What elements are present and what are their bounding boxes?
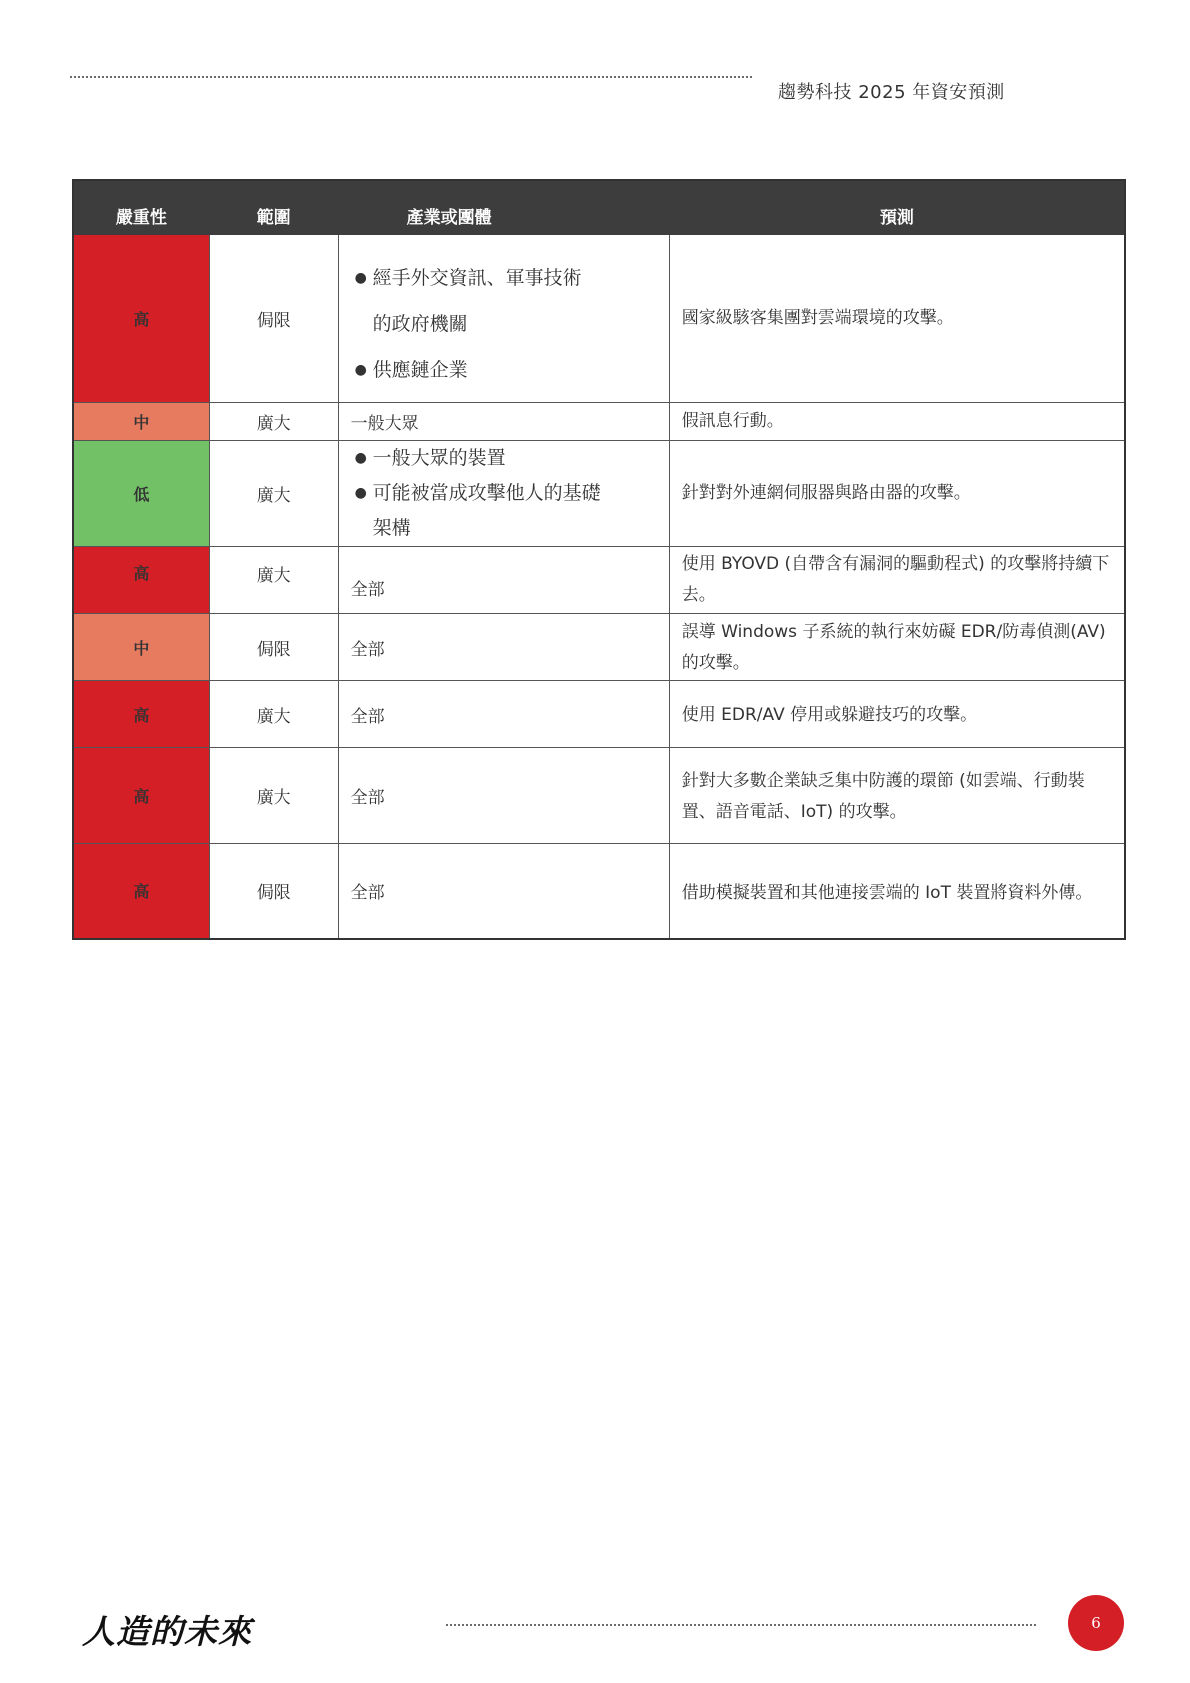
table-row [73, 235, 1125, 403]
bullet-icon: ● [354, 485, 367, 501]
list-item: ● 供應鏈企業 [351, 347, 657, 393]
table-row [73, 748, 1125, 844]
severity-cell: 高 [73, 681, 209, 748]
industry-cell [338, 441, 669, 547]
scope-cell: 侷限 [209, 844, 338, 939]
prediction-cell: 誤導 Windows 子系統的執行來妨礙 EDR/防毒偵測(AV) 的攻擊。 [669, 614, 1125, 681]
list-item: ● 一般大眾的裝置 [351, 441, 657, 476]
prediction-cell: 借助模擬裝置和其他連接雲端的 IoT 裝置將資料外傳。 [669, 844, 1125, 939]
column-header-severity: 嚴重性 [73, 180, 209, 235]
scope-cell: 廣大 [209, 547, 338, 614]
list-item-continuation: 的政府機關 [372, 312, 468, 335]
scope-cell: 廣大 [209, 748, 338, 844]
scope-cell: 侷限 [209, 614, 338, 681]
list-item-continuation: 架構 [372, 517, 411, 539]
table-row [73, 441, 1125, 547]
page-number-badge: 6 [1068, 1595, 1124, 1651]
industry-cell: 全部 [338, 748, 669, 844]
table-row [73, 614, 1125, 681]
forecast-table [72, 179, 1126, 940]
footer-divider [446, 1624, 1036, 1626]
footer-logo: 人造的未來 [82, 1612, 252, 1651]
severity-cell: 高 [73, 235, 209, 403]
severity-cell: 低 [73, 441, 209, 547]
table-row [73, 547, 1125, 614]
prediction-cell: 針對大多數企業缺乏集中防護的環節 (如雲端、行動裝置、語音電話、IoT) 的攻擊。 [669, 748, 1125, 844]
industry-cell: 全部 [338, 614, 669, 681]
prediction-cell: 國家級駭客集團對雲端環境的攻擊。 [669, 235, 1125, 403]
severity-cell: 中 [73, 614, 209, 681]
bullet-icon: ● [354, 450, 367, 466]
scope-cell: 廣大 [209, 681, 338, 748]
industry-cell: 全部 [338, 844, 669, 939]
prediction-cell: 使用 EDR/AV 停用或躲避技巧的攻擊。 [669, 681, 1125, 748]
severity-cell: 高 [73, 547, 209, 614]
industry-cell [338, 235, 669, 403]
page-header-title: 趨勢科技 2025 年資安預測 [778, 82, 1005, 103]
industry-cell: 全部 [338, 547, 669, 614]
table-row [73, 681, 1125, 748]
table-row [73, 403, 1125, 441]
severity-cell: 中 [73, 403, 209, 441]
table-row [73, 844, 1125, 939]
prediction-cell: 使用 BYOVD (自帶含有漏洞的驅動程式) 的攻擊將持續下去。 [669, 547, 1125, 614]
prediction-cell: 針對對外連網伺服器與路由器的攻擊。 [669, 441, 1125, 547]
column-header-prediction: 預測 [669, 180, 1125, 235]
table-header-row [73, 180, 1125, 235]
industry-cell: 一般大眾 [338, 403, 669, 441]
column-header-industry: 產業或團體 [338, 180, 669, 235]
prediction-cell: 假訊息行動。 [669, 403, 1125, 441]
column-header-scope: 範圍 [209, 180, 338, 235]
scope-cell: 廣大 [209, 441, 338, 547]
bullet-icon: ● [354, 269, 367, 286]
list-item: ● 經手外交資訊、軍事技術 [351, 255, 657, 301]
header-divider [70, 76, 752, 78]
scope-cell: 侷限 [209, 235, 338, 403]
severity-cell: 高 [73, 748, 209, 844]
list-item: ● 可能被當成攻擊他人的基礎 [351, 476, 657, 511]
severity-cell: 高 [73, 844, 209, 939]
industry-cell: 全部 [338, 681, 669, 748]
bullet-icon: ● [354, 361, 367, 378]
scope-cell: 廣大 [209, 403, 338, 441]
